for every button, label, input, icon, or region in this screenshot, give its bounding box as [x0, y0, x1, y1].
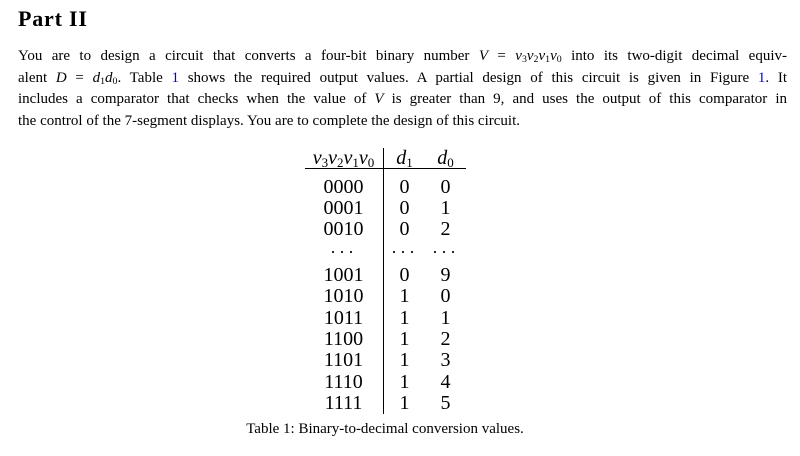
math-subscript: 1: [545, 54, 551, 66]
table-row: [305, 371, 466, 392]
table-header-row: [305, 148, 466, 169]
text-run: You are to design a circuit that converts a four-bit binary number: [18, 48, 479, 64]
binary-value-cell: 1011: [305, 307, 384, 328]
figure-ref-link[interactable]: 1: [757, 69, 766, 86]
text-run: includes a comparator that checks when the value of: [18, 91, 375, 107]
d0-value-cell: 0: [440, 285, 451, 308]
binary-value-cell: 1001: [305, 264, 384, 285]
d0-value-cell: 2: [440, 328, 451, 351]
math-variable: d: [105, 69, 113, 86]
d0-value-cell: 1: [440, 197, 451, 220]
part-title: Part II: [18, 6, 88, 31]
table-block: [0, 148, 770, 438]
intro-paragraph: [18, 46, 787, 132]
text-run: alent: [18, 69, 56, 86]
math-subscript: 1: [100, 75, 106, 87]
text-run: . Table: [117, 69, 172, 86]
paragraph-line: [18, 46, 787, 68]
d0-header-cell: [426, 148, 466, 169]
math-variable: v: [526, 48, 534, 64]
d1-value-cell: 1: [399, 285, 410, 308]
math-variable: d: [396, 147, 407, 169]
math-variable: v: [358, 147, 368, 169]
d1-value-cell: ···: [391, 242, 418, 263]
math-subscript: 2: [337, 154, 344, 170]
d1-header-cell: [383, 148, 426, 169]
math-variable: d: [92, 69, 101, 86]
math-subscript: 2: [533, 54, 539, 66]
d0-value-cell: ···: [432, 242, 459, 263]
math-subscript: 0: [112, 75, 118, 87]
text-run: the control of the 7-segment displays. You are to complete the design of this circuit.: [18, 112, 520, 129]
paragraph-line: [18, 68, 787, 90]
table-row: [305, 328, 466, 349]
binary-value-cell: 1110: [305, 371, 384, 392]
d0-value-cell: 4: [440, 370, 451, 393]
conversion-table: [305, 148, 466, 414]
paragraph-line: [18, 111, 787, 133]
d0-value-cell: 2: [440, 218, 451, 241]
d0-value-cell: 0: [440, 175, 451, 198]
binary-value-cell: 1111: [305, 393, 384, 414]
d1-value-cell: 0: [399, 197, 410, 220]
math-subscript: 0: [556, 54, 562, 66]
text-run: into its two-digit decimal equiv-: [561, 48, 787, 64]
table-row: [305, 240, 466, 264]
binary-value-cell: 1100: [305, 328, 384, 349]
text-run: shows the required output values. A partial design of this circuit is given in Figure: [178, 69, 758, 86]
table-row: [305, 219, 466, 240]
d0-value-cell: 5: [440, 392, 451, 415]
math-subscript: 1: [406, 154, 413, 170]
d1-value-cell: 0: [399, 175, 410, 198]
math-variable: v: [312, 147, 322, 169]
math-subscript: 0: [367, 154, 375, 170]
table-caption: Table 1: Binary-to-decimal conversion values.: [246, 420, 524, 437]
text-run: . It: [765, 69, 787, 86]
table-row: [305, 169, 466, 198]
text-run: =: [66, 69, 93, 86]
binary-value-cell: 1101: [305, 350, 384, 371]
math-subscript: 3: [321, 154, 329, 170]
paragraph-line: [18, 89, 787, 111]
math-subscript: 0: [447, 154, 454, 170]
table-row: [305, 197, 466, 218]
d1-value-cell: 0: [399, 263, 410, 286]
binary-value-cell: 0001: [305, 197, 384, 218]
math-variable: d: [437, 147, 448, 169]
binary-header-cell: [305, 148, 384, 169]
d0-value-cell: 9: [440, 263, 451, 286]
d0-value-cell: 1: [440, 306, 451, 329]
table-row: [305, 286, 466, 307]
math-variable: V: [374, 91, 384, 107]
table-row: [305, 350, 466, 371]
d1-value-cell: 1: [399, 328, 410, 351]
d0-value-cell: 3: [440, 349, 451, 372]
d1-value-cell: 1: [399, 306, 410, 329]
math-variable: v: [328, 147, 337, 169]
math-variable: D: [55, 69, 67, 86]
d1-value-cell: 1: [399, 349, 410, 372]
d1-value-cell: 0: [399, 218, 410, 241]
table-row: [305, 393, 466, 414]
d1-value-cell: 1: [399, 392, 410, 415]
binary-value-cell: 0000: [305, 169, 384, 198]
math-subscript: 3: [521, 54, 527, 66]
table-ref-link[interactable]: 1: [171, 69, 179, 86]
math-variable: v: [343, 147, 353, 169]
math-variable: v: [515, 48, 522, 64]
math-variable: V: [478, 48, 488, 64]
text-run: =: [488, 48, 516, 64]
binary-value-cell: 0010: [305, 219, 384, 240]
text-run: is greater than 9, and uses the output of this comparator in: [383, 91, 787, 107]
math-variable: v: [538, 48, 546, 64]
table-row: [305, 264, 466, 285]
table-row: [305, 307, 466, 328]
math-variable: v: [550, 48, 557, 64]
d1-value-cell: 1: [399, 370, 410, 393]
binary-value-cell: ···: [305, 240, 384, 264]
binary-value-cell: 1010: [305, 286, 384, 307]
math-subscript: 1: [352, 154, 359, 170]
